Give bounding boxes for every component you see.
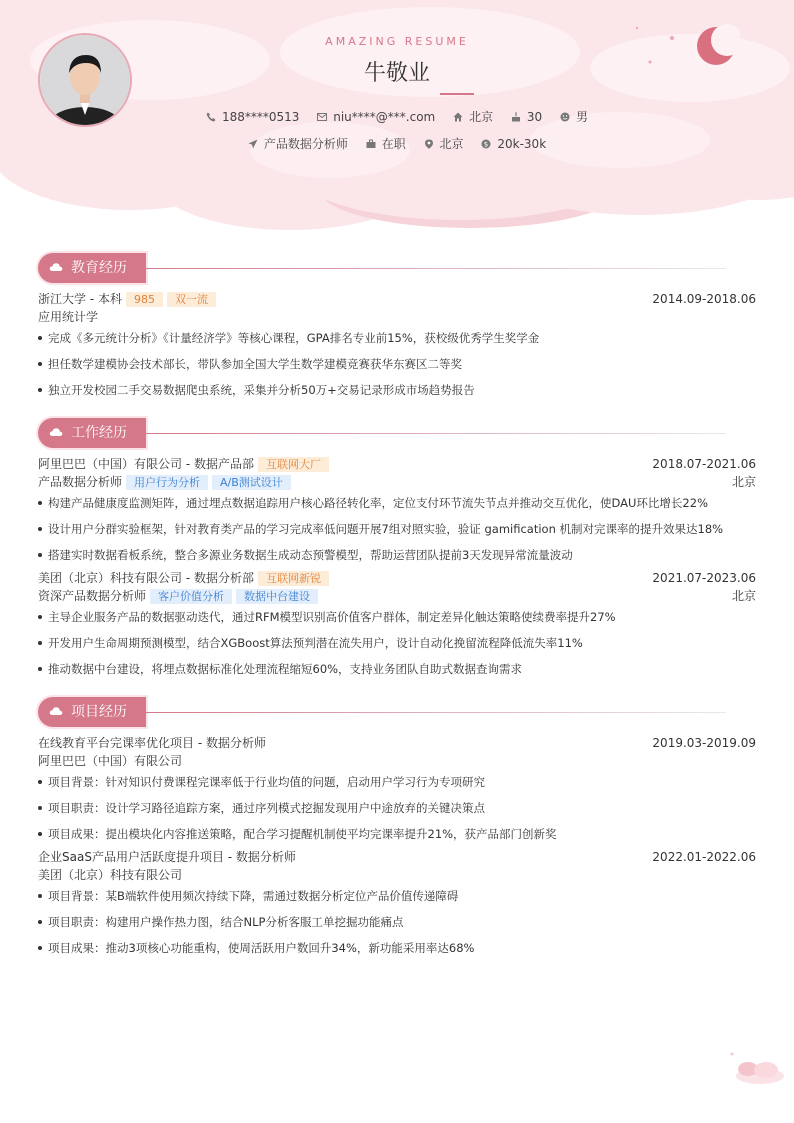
list-item: 项目职责：构建用户操作热力图，结合NLP分析客服工单挖掘功能痛点 <box>38 914 756 930</box>
send-icon <box>248 139 258 149</box>
school-tag: 985 <box>126 292 163 307</box>
school-name: 浙江大学 - 本科 <box>38 292 122 306</box>
age-value: 30 <box>526 110 543 124</box>
gender-item <box>560 108 588 125</box>
project-org: 阿里巴巴（中国）有限公司 <box>38 754 183 768</box>
target-position-item <box>248 135 348 152</box>
list-item: 搭建实时数据看板系统，整合多源业务数据生成动态预警模型，帮助运营团队提前3天发现异常流量波动 <box>38 547 756 563</box>
status-value: 在职 <box>381 137 406 151</box>
cloud-icon <box>49 262 63 272</box>
candidate-name: 牛敬业 <box>363 61 430 86</box>
project-name: 企业SaaS产品用户活跃度提升项目 - 数据分析师 <box>38 850 296 864</box>
job-role-row <box>38 588 756 605</box>
mail-icon <box>317 112 327 122</box>
project-org-row <box>38 753 756 770</box>
list-item: 构建产品健康度监测矩阵，通过埋点数据追踪用户核心路径转化率，定位支付环节流失节点并推动交互优化，使DAU环比增长22% <box>38 495 756 511</box>
section-title-work <box>38 418 146 448</box>
decorative-cloud-icon <box>728 1050 788 1090</box>
face-icon <box>560 112 570 122</box>
email-item <box>317 110 435 124</box>
section-title-text: 项目经历 <box>71 704 127 720</box>
company-name: 美团（北京）科技有限公司 - 数据分析部 <box>38 571 254 585</box>
job-city: 北京 <box>731 475 756 489</box>
name-underline <box>440 93 474 95</box>
phone-item <box>206 110 299 124</box>
skill-tag: 数据中台建设 <box>236 589 318 604</box>
location-item <box>453 108 493 125</box>
school-tag: 双一流 <box>167 292 216 307</box>
job-role: 产品数据分析师 <box>38 475 123 489</box>
section-divider <box>146 433 726 434</box>
company-name: 阿里巴巴（中国）有限公司 - 数据产品部 <box>38 457 254 471</box>
list-item: 项目职责：设计学习路径追踪方案，通过序列模式挖掘发现用户中途放弃的关键决策点 <box>38 800 756 816</box>
list-item: 主导企业服务产品的数据驱动迭代，通过RFM模型识别高价值客户群体，制定差异化触达策略使续费率提升27% <box>38 609 756 625</box>
project-org: 美团（北京）科技有限公司 <box>38 868 183 882</box>
salary-item <box>481 137 546 151</box>
list-item: 担任数学建模协会技术部长，带队参加全国大学生数学建模竞赛获华东赛区二等奖 <box>38 356 756 372</box>
list-item: 设计用户分群实验框架，针对教育类产品的学习完成率低问题开展7组对照实验，验证 gamification 机制对完课率的提升效果达18% <box>38 521 756 537</box>
section-title-projects <box>38 697 146 727</box>
job-header <box>38 570 756 587</box>
job-date: 2021.07-2023.06 <box>652 571 756 585</box>
section-title-text: 教育经历 <box>71 260 127 276</box>
cloud-icon <box>49 427 63 437</box>
location-value: 北京 <box>469 110 494 124</box>
svg-text:$: $ <box>484 140 489 149</box>
gender-value: 男 <box>576 110 589 124</box>
briefcase-icon <box>366 139 376 149</box>
project-header <box>38 849 756 866</box>
education-date: 2014.09-2018.06 <box>652 292 756 306</box>
project-date: 2019.03-2019.09 <box>652 736 756 750</box>
section-divider <box>146 268 726 269</box>
project-header <box>38 735 756 752</box>
cloud-icon <box>49 706 63 716</box>
skill-tag: A/B测试设计 <box>212 475 291 490</box>
phone-value: 188****0513 <box>221 110 300 124</box>
resume-tagline: AMAZING RESUME <box>325 35 469 48</box>
section-title-text: 工作经历 <box>71 425 127 441</box>
section-divider <box>146 712 726 713</box>
skill-tag: 客户价值分析 <box>150 589 232 604</box>
job-date: 2018.07-2021.06 <box>652 457 756 471</box>
salary-value: 20k-30k <box>497 137 547 151</box>
project-date: 2022.01-2022.06 <box>652 850 756 864</box>
contact-info-row <box>0 108 794 125</box>
list-item: 独立开发校园二手交易数据爬虫系统，采集并分析50万+交易记录形成市场趋势报告 <box>38 382 756 398</box>
age-item <box>511 110 542 124</box>
resume-header <box>0 0 794 230</box>
cake-icon <box>511 112 521 122</box>
company-tag: 互联网新锐 <box>258 571 329 586</box>
project-name: 在线教育平台完课率优化项目 - 数据分析师 <box>38 736 266 750</box>
target-city-item <box>424 135 464 152</box>
education-major-row <box>38 309 756 326</box>
job-city: 北京 <box>731 589 756 603</box>
job-header <box>38 456 756 473</box>
project-org-row <box>38 867 756 884</box>
list-item: 完成《多元统计分析》《计量经济学》等核心课程，GPA排名专业前15%，获校级优秀学生奖学金 <box>38 330 756 346</box>
list-item: 项目成果：推动3项核心功能重构，使周活跃用户数回升34%，新功能采用率达68% <box>38 940 756 956</box>
list-item: 项目背景：某B端软件使用频次持续下降，需通过数据分析定位产品价值传递障碍 <box>38 888 756 904</box>
education-header <box>38 291 756 308</box>
location-pin-icon <box>424 139 434 149</box>
job-role: 资深产品数据分析师 <box>38 589 147 603</box>
email-value: niu****@***.com <box>333 110 436 124</box>
home-icon <box>453 112 463 122</box>
list-item: 项目背景：针对知识付费课程完课率低于行业均值的问题，启动用户学习行为专项研究 <box>38 774 756 790</box>
status-item <box>366 135 406 152</box>
section-title-education <box>38 253 146 283</box>
target-city-value: 北京 <box>439 137 464 151</box>
company-tag: 互联网大厂 <box>258 457 329 472</box>
list-item: 开发用户生命周期预测模型，结合XGBoost算法预判潜在流失用户，设计自动化挽留流程降低流失率11% <box>38 635 756 651</box>
list-item: 推动数据中台建设，将埋点数据标准化处理流程缩短60%，支持业务团队自助式数据查询需求 <box>38 661 756 677</box>
skill-tag: 用户行为分析 <box>126 475 208 490</box>
list-item: 项目成果：提出模块化内容推送策略，配合学习提醒机制使平均完课率提升21%，获产品部门创新奖 <box>38 826 756 842</box>
job-intent-row <box>0 135 794 152</box>
phone-icon <box>206 112 216 122</box>
major: 应用统计学 <box>38 310 99 324</box>
job-role-row <box>38 474 756 491</box>
coin-icon <box>481 139 491 149</box>
target-position-value: 产品数据分析师 <box>263 137 348 151</box>
